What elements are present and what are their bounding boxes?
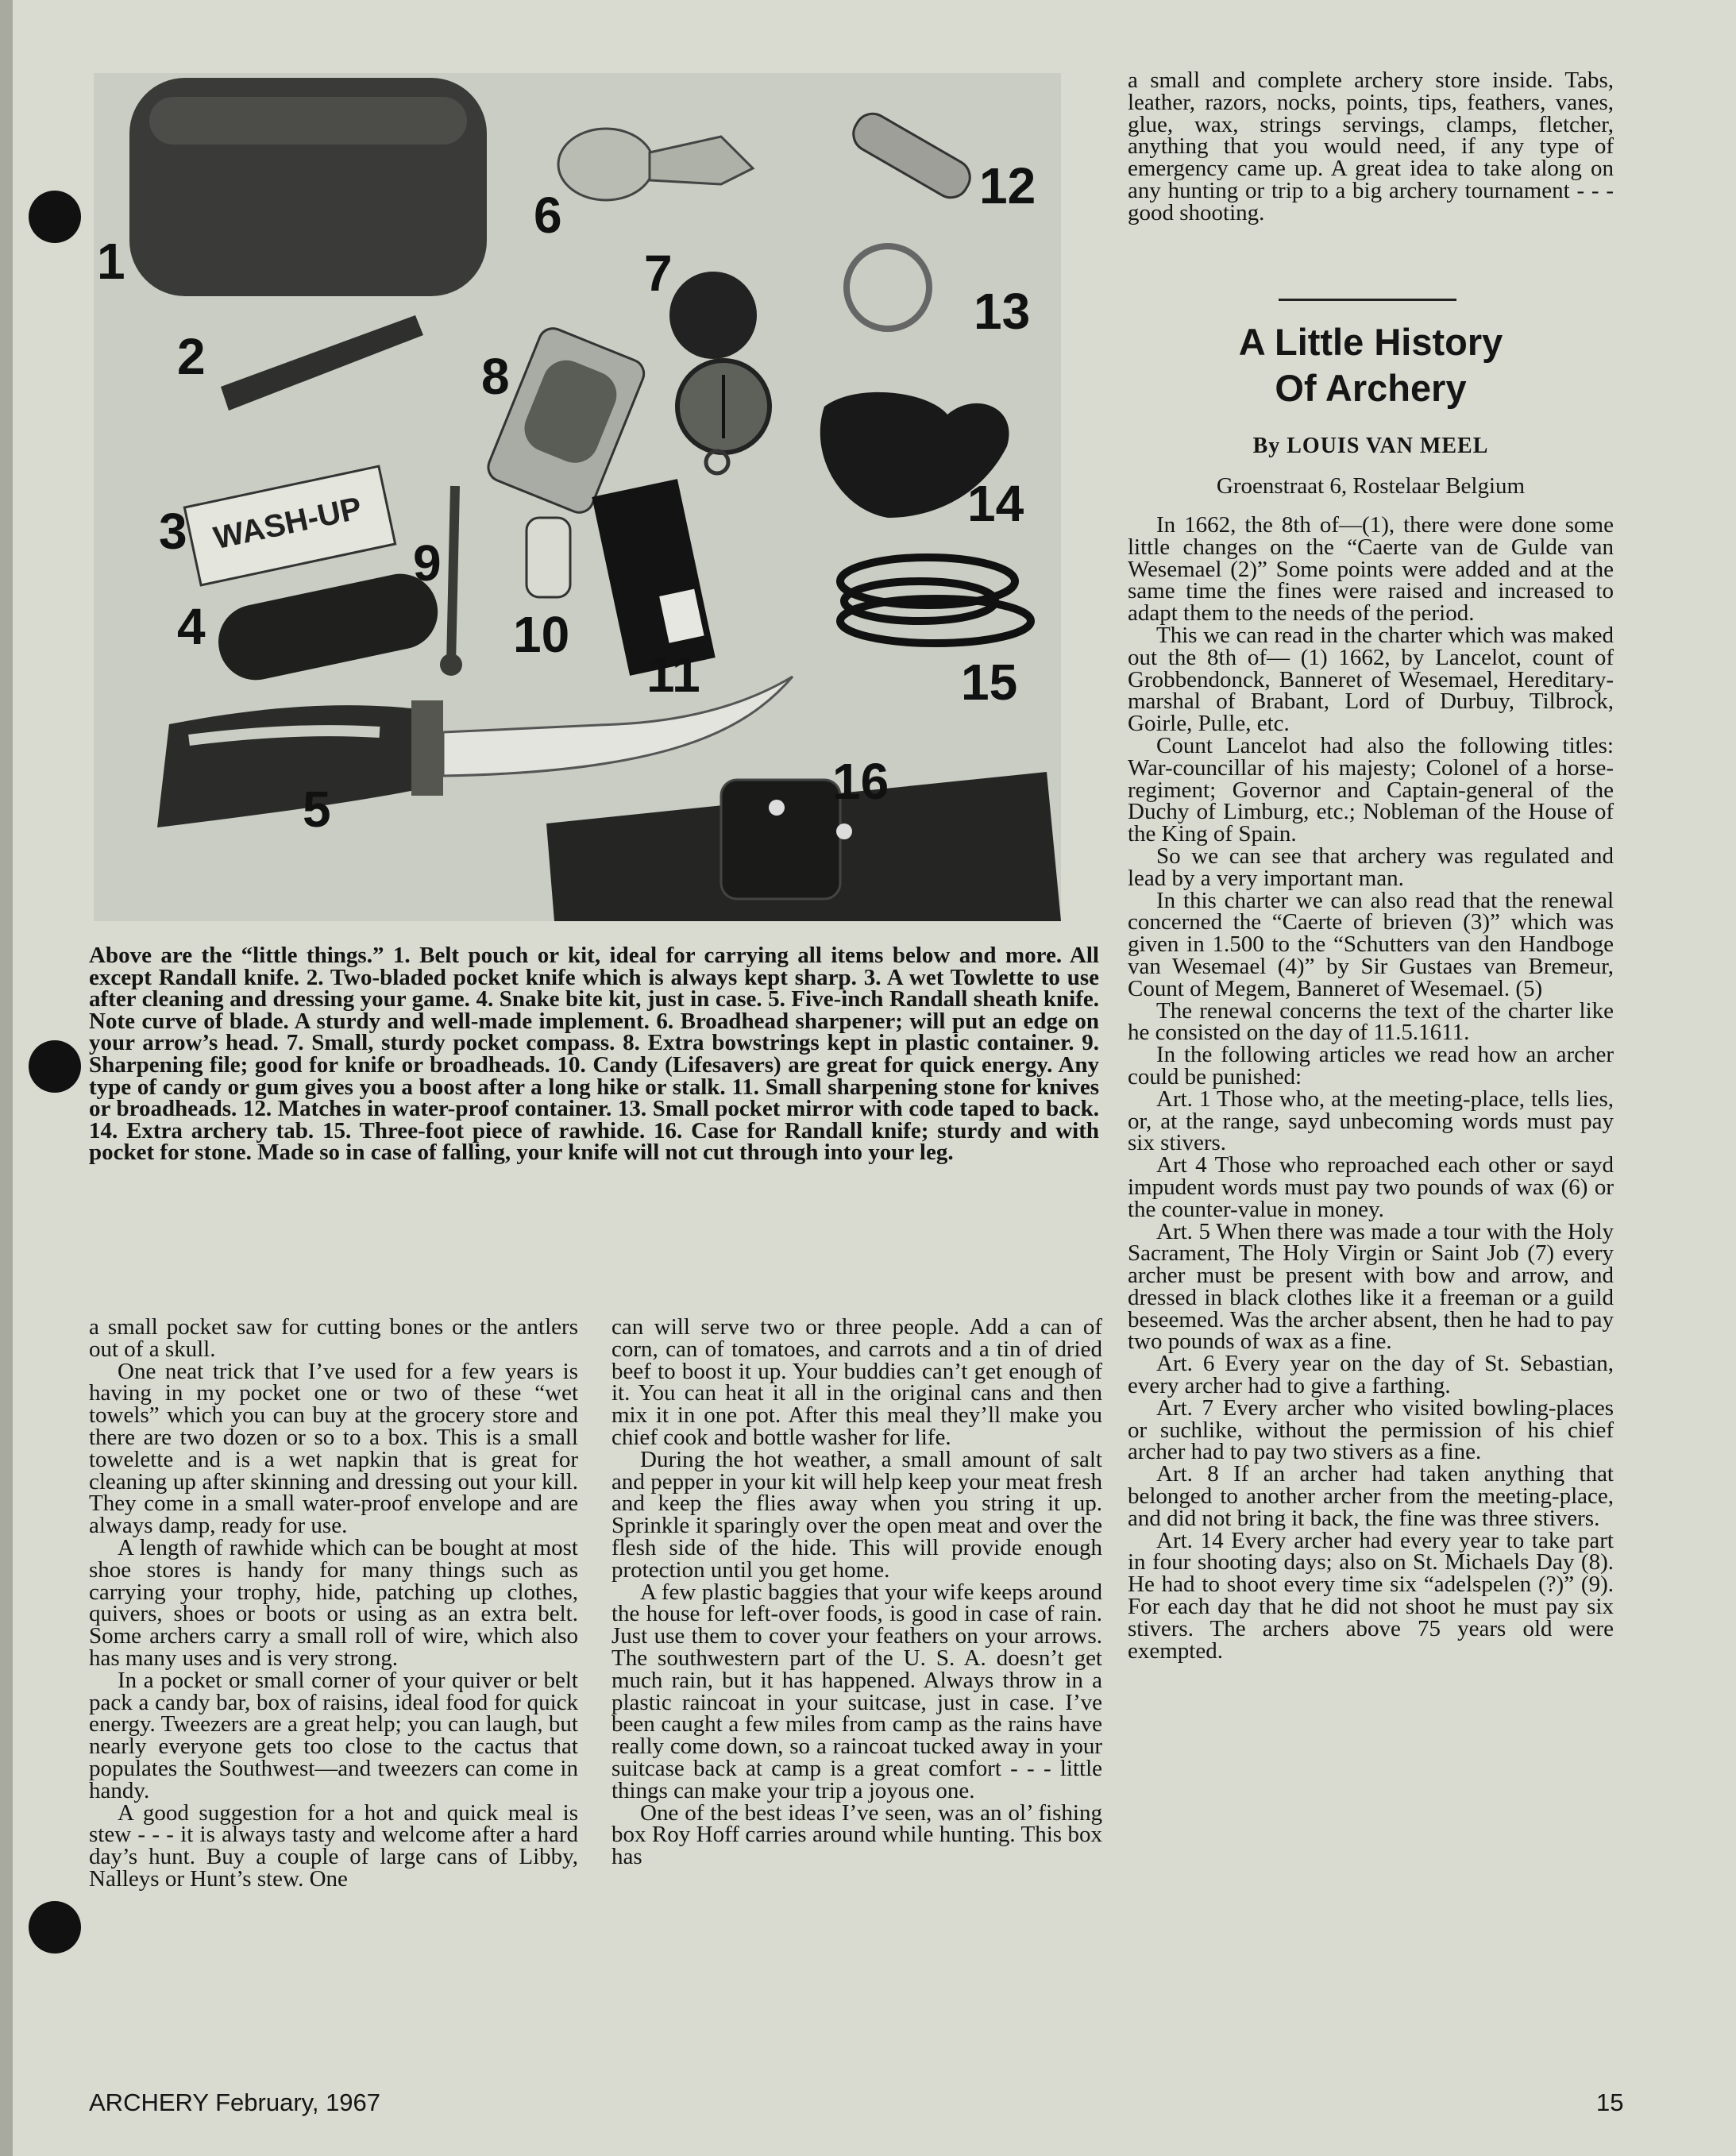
article-byline: By LOUIS VAN MEEL — [1252, 434, 1489, 458]
paragraph: In a pocket or small corner of your quiver or belt pack a candy bar, box of raisins, ideal food for quick energy. Tweezers are a great help; you can laugh, but nearly everyone gets too close to the cactus that populates the Southwest—and tweezers can come in handy. — [89, 1667, 578, 1803]
photo-label-15: 15 — [961, 654, 1018, 711]
paragraph: Art. 6 Every year on the day of St. Sebastian, every archer had to give a farthing. — [1128, 1351, 1614, 1399]
equipment-photo — [94, 73, 1061, 921]
article-title — [1128, 319, 1614, 411]
photo-label-6: 6 — [534, 187, 562, 244]
photo-label-9: 9 — [413, 534, 442, 592]
paragraph: During the hot weather, a small amount of salt and pepper in your kit will help keep your meat fresh and keep the flies away when you string it up. Sprinkle it sparingly over the open meat and over the flesh side of the hide. This will provide enough protection until you get home. — [611, 1446, 1102, 1583]
equipment-illustration — [94, 73, 1061, 921]
paragraph: A length of rawhide which can be bought at most shoe stores is handy for many things such as carrying your trophy, hide, patching up clothes, quivers, shoes or boots or using as an extra belt. Some archers carry a small roll of wire, which also has many uses and is very strong. — [89, 1534, 578, 1671]
issue-date: February, 1967 — [215, 2089, 381, 2116]
paragraph: In the following articles we read how an archer could be punished: — [1128, 1042, 1614, 1090]
photo-label-5: 5 — [303, 781, 331, 838]
paragraph: Art 4 Those who reproached each other or sayd impudent words must pay two pounds of wax (6) or the counter-value in money. — [1128, 1152, 1614, 1222]
page-footer — [89, 2089, 380, 2117]
middle-column — [611, 1314, 1102, 1870]
paragraph: One neat trick that I’ve used for a few years is having in my pocket one or two of these “wet towels” which you can buy at the grocery store and there are two dozen or so to a box. This is a small towelette and is a wet napkin that is great for cleaning up after skinning and dressing out your kill. They come in a small water-proof envelope and are always damp, ready for use. — [89, 1358, 578, 1539]
paragraph: So we can see that archery was regulated and lead by a very important man. — [1128, 843, 1614, 891]
photo-label-3: 3 — [159, 503, 187, 560]
paragraph: Art. 7 Every archer who visited bowling-places or suchlike, without the permission of his chief archer had to pay two stivers as a fine. — [1128, 1394, 1614, 1465]
photo-label-7: 7 — [644, 245, 673, 302]
paragraph: a small and complete archery store inside. Tabs, leather, razors, nocks, points, tips, feathers, vanes, glue, wax, strings servings, clamps, fletcher, anything that you would need, if any type of emergency came up. A great idea to take along on any hunting or trip to a big archery tournament - - - good shooting. — [1128, 67, 1614, 226]
photo-label-1: 1 — [97, 233, 125, 290]
paragraph: This we can read in the charter which was maked out the 8th of— (1) 1662, by Lancelot, count of Grobbendonck, Banneret of Wesemael, Hereditary-marshal of Brabant, Lord of Durbuy, Tilbrock, Goirle, Pulle, etc. — [1128, 622, 1614, 737]
paragraph: Art. 8 If an archer had taken anything that belonged to another archer from the meeting-place, and did not bring it back, the fine was three stivers. — [1128, 1461, 1614, 1531]
magazine-name: ARCHERY — [89, 2089, 209, 2116]
section-divider — [1279, 299, 1456, 301]
photo-label-8: 8 — [481, 348, 510, 405]
photo-caption: Above are the “little things.” 1. Belt pouch or kit, ideal for carrying all items below and more. All except Randall knife. 2. Two-bladed pocket knife which is always kept sharp. 3. A wet Towlette to use after cleaning and dressing your game. 4. Snake bite kit, just in case. 5. Five-inch Randall sheath knife. Note curve of blade. A sturdy and well-made implement. 6. Broadhead sharpener; will put an edge on your arrow’s head. 7. Small, sturdy pocket compass. 8. Extra bowstrings kept in plastic container. 9. Sharpening file; good for knife or broadheads. 10. Candy (Lifesavers) are great for quick energy. Any type of candy or gum gives you a boost after a long hike or stalk. 11. Small sharpening stone for knives or broadheads. 12. Matches in water-proof container. 13. Small pocket mirror with code taped to back. 14. Extra archery tab. 15. Three-foot piece of rawhide. 16. Case for Randall knife; sturdy and with pocket for stone. Made so in case of falling, your knife will not cut through into your leg. — [89, 943, 1099, 1166]
paragraph: Art. 5 When there was made a tour with the Holy Sacrament, The Holy Virgin or Saint Job (7) every archer must be present with bow and arrow, and dressed in black clothes like it a freeman or a guild beseemed. Was the archer absent, then he had to pay two pounds of wax as a fine. — [1128, 1218, 1614, 1355]
paragraph: a small pocket saw for cutting bones or the antlers out of a skull. — [89, 1314, 578, 1362]
photo-label-14: 14 — [967, 475, 1024, 532]
paragraph: A few plastic baggies that your wife keeps around the house for left-over foods, is good in case of rain. Just use them to cover your feathers on your arrows. The southwestern part of the U. S. A. doesn’t get much rain, but it has happened. Always throw in a plastic raincoat in your suitcase, just in case. I’ve been caught a few miles from camp as the rains have really come down, so a raincoat tucked away in your suitcase back at camp is a great comfort - - - little things can make your trip a joyous one. — [611, 1579, 1102, 1803]
article-title-line-2: Of Archery — [1275, 367, 1467, 409]
binder-hole-middle — [29, 1040, 81, 1093]
photo-label-12: 12 — [979, 157, 1036, 214]
page-number: 15 — [1596, 2089, 1624, 2116]
photo-label-16: 16 — [832, 753, 889, 810]
photo-label-10: 10 — [513, 606, 570, 663]
binder-hole-top — [29, 191, 81, 243]
paragraph: Art. 1 Those who, at the meeting-place, tells lies, or, at the range, sayd unbecoming words must pay six stivers. — [1128, 1086, 1614, 1156]
paragraph: A good suggestion for a hot and quick meal is stew - - - it is always tasty and welcome after a hard day’s hunt. Buy a couple of large cans of Libby, Nalleys or Hunt’s stew. One — [89, 1799, 578, 1892]
photo-label-11: 11 — [646, 646, 700, 703]
paragraph: One of the best ideas I’ve seen, was an ol’ fishing box Roy Hoff carries around while hunting. This box has — [611, 1799, 1102, 1870]
photo-label-13: 13 — [974, 283, 1031, 340]
photo-label-4: 4 — [177, 598, 206, 655]
photo-label-2: 2 — [177, 328, 206, 385]
author-address: Groenstraat 6, Rostelaar Belgium — [1216, 473, 1526, 499]
paragraph: In 1662, the 8th of—(1), there were done some little changes on the “Caerte van de Gulde van Wesemael (2)” Some points were added and at the same time the fines were raised and increased to adapt them to the needs of the period. — [1128, 512, 1614, 627]
paragraph: In this charter we can also read that the renewal concerned the “Caerte of brieven (3)” which was given in 1.500 to the “Schutters van den Handboge van Wesemael (4)” by Sir Gustaes van Bremeur, Count of Megem, Banneret of Wesemael. (5) — [1128, 887, 1614, 1001]
wash-up-package-text: WASH-UP — [210, 490, 365, 557]
paragraph: Count Lancelot had also the following titles: War-councillar of his majesty; Colonel of a horse-regiment; Governor and Captain-general of the Duchy of Limburg, etc.; Nobleman of the House of the King of Spain. — [1128, 732, 1614, 847]
page-edge — [0, 0, 13, 2156]
paragraph: Art. 14 Every archer had every year to take part in four shooting days; also on St. Michaels Day (8). He had to shoot every time six “adelspelen (?)” (9). For each day that he did not shoot he must pay six stivers. The archers above 75 years old were exempted. — [1128, 1527, 1614, 1664]
article-body — [1128, 512, 1614, 1664]
left-column — [89, 1314, 578, 1892]
binder-hole-bottom — [29, 1901, 81, 1954]
paragraph: The renewal concerns the text of the charter like he consisted on the day of 11.5.1611. — [1128, 997, 1614, 1046]
article-title-line-1: A Little History — [1238, 321, 1503, 363]
right-column-continuation — [1128, 67, 1614, 226]
paragraph: can will serve two or three people. Add a can of corn, can of tomatoes, and carrots and a tin of dried beef to boost it up. Your buddies can’t get enough of it. You can heat it all in the original cans and then mix it in one pot. After this meal they’ll make you chief cook and bottle washer for life. — [611, 1314, 1102, 1450]
